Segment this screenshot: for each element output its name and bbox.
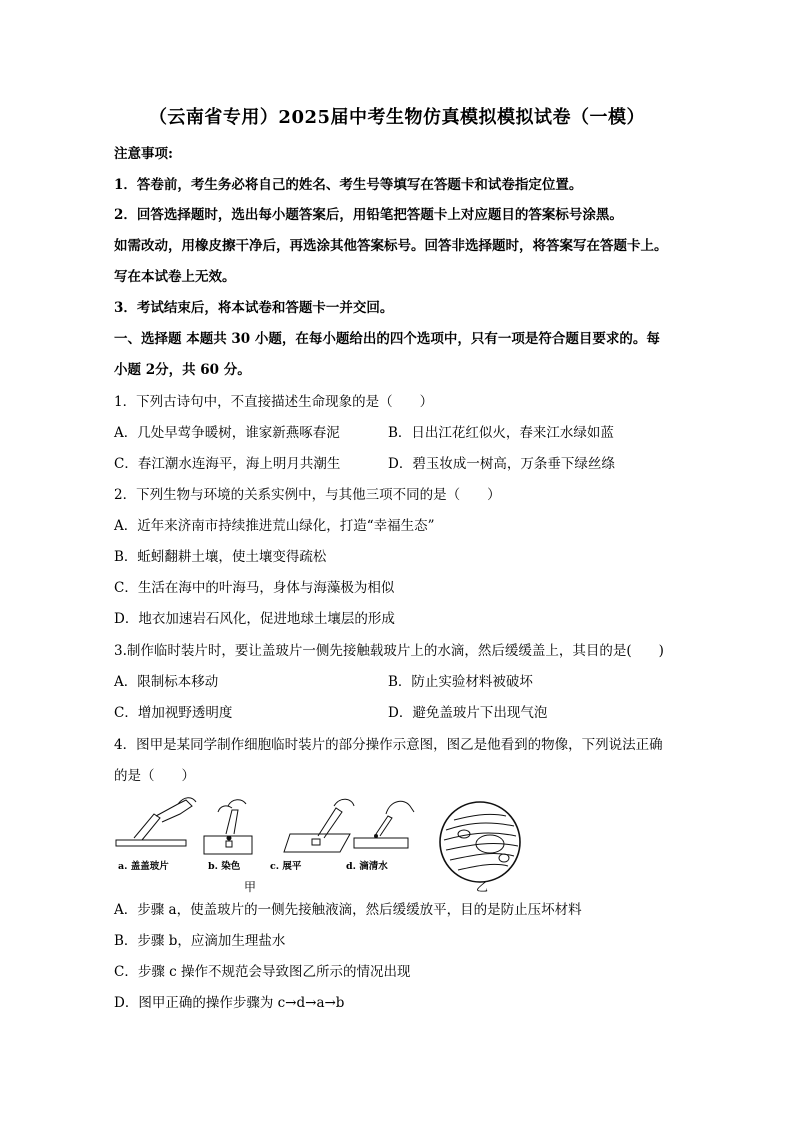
caption-d: d. 滴清水 xyxy=(346,861,388,872)
notice-item-2: 2．回答选择题时，选出每小题答案后，用铅笔把答题卡上对应题目的答案标号涂黑。 xyxy=(114,207,623,223)
question-4-option-a: A．步骤 a，使盖玻片的一侧先接触液滴，然后缓缓放平，目的是防止压坏材料 xyxy=(114,902,582,918)
step-a-illustration xyxy=(116,798,196,846)
notice-item-3: 3．考试结束后，将本试卷和答题卡一并交回。 xyxy=(114,300,394,316)
section-heading-cont: 小题 2分，共 60 分。 xyxy=(114,362,251,378)
step-b-illustration xyxy=(204,800,252,854)
question-4-stem: 4．图甲是某同学制作细胞临时装片的部分操作示意图，图乙是他看到的物像，下列说法正确 xyxy=(114,737,663,753)
question-1-option-a: A．几处早莺争暖树，谁家新燕啄春泥 xyxy=(114,425,340,441)
question-2-option-d: D．地衣加速岩石风化，促进地球土壤层的形成 xyxy=(114,611,395,627)
question-4-stem-cont: 的是（ ） xyxy=(114,768,195,784)
label-jia: 甲 xyxy=(244,880,257,894)
question-2-option-b: B．蚯蚓翻耕土壤，使土壤变得疏松 xyxy=(114,549,327,565)
caption-a: a. 盖盖玻片 xyxy=(118,861,169,872)
question-1-option-c: C．春江潮水连海平，海上明月共潮生 xyxy=(114,456,341,472)
question-4-option-b: B．步骤 b，应滴加生理盐水 xyxy=(114,933,286,949)
question-3-option-a: A．限制标本移动 xyxy=(114,674,219,690)
experiment-illustration xyxy=(114,790,534,900)
page-title: （云南省专用）2025届中考生物仿真模拟模拟试卷（一模） xyxy=(148,107,646,128)
step-c-illustration xyxy=(284,799,354,852)
question-3-option-b: B．防止实验材料被破坏 xyxy=(388,674,533,690)
caption-c: c. 展平 xyxy=(270,861,302,872)
question-4-option-d: D．图甲正确的操作步骤为 c→d→a→b xyxy=(114,995,345,1011)
question-2-option-c: C．生活在海中的叶海马，身体与海藻极为相似 xyxy=(114,580,395,596)
question-2-option-a: A．近年来济南市持续推进荒山绿化，打造“幸福生态” xyxy=(114,518,435,534)
question-3-option-d: D．避免盖玻片下出现气泡 xyxy=(388,705,548,721)
step-d-illustration xyxy=(354,801,414,848)
question-4-option-c: C．步骤 c 操作不规范会导致图乙所示的情况出现 xyxy=(114,964,411,980)
question-2-stem: 2．下列生物与环境的关系实例中，与其他三项不同的是（ ） xyxy=(114,487,501,503)
question-1-option-d: D．碧玉妆成一树高，万条垂下绿丝绦 xyxy=(388,456,615,472)
question-1-stem: 1．下列古诗句中，不直接描述生命现象的是（ ） xyxy=(114,394,434,410)
microscope-view xyxy=(440,802,520,882)
question-3-stem: 3.制作临时装片时，要让盖玻片一侧先接触载玻片上的水滴，然后缓缓盖上，其目的是( ) xyxy=(114,643,664,659)
section-heading: 一、选择题 本题共 30 小题，在每小题给出的四个选项中，只有一项是符合题目要求的。每 xyxy=(114,331,660,347)
question-1-option-b: B．日出江花红似火，春来江水绿如蓝 xyxy=(388,425,614,441)
question-3-option-c: C．增加视野透明度 xyxy=(114,705,233,721)
notice-item-2-end: 写在本试卷上无效。 xyxy=(114,269,236,285)
notice-heading: 注意事项: xyxy=(114,146,173,162)
caption-b: b. 染色 xyxy=(208,861,241,872)
question-4-figure xyxy=(114,790,534,900)
label-yi: 乙 xyxy=(476,880,489,894)
notice-item-1: 1．答卷前，考生务必将自己的姓名、考生号等填写在答题卡和试卷指定位置。 xyxy=(114,177,583,193)
notice-item-2-cont: 如需改动，用橡皮擦干净后，再选涂其他答案标号。回答非选择题时，将答案写在答题卡上。 xyxy=(114,238,668,254)
